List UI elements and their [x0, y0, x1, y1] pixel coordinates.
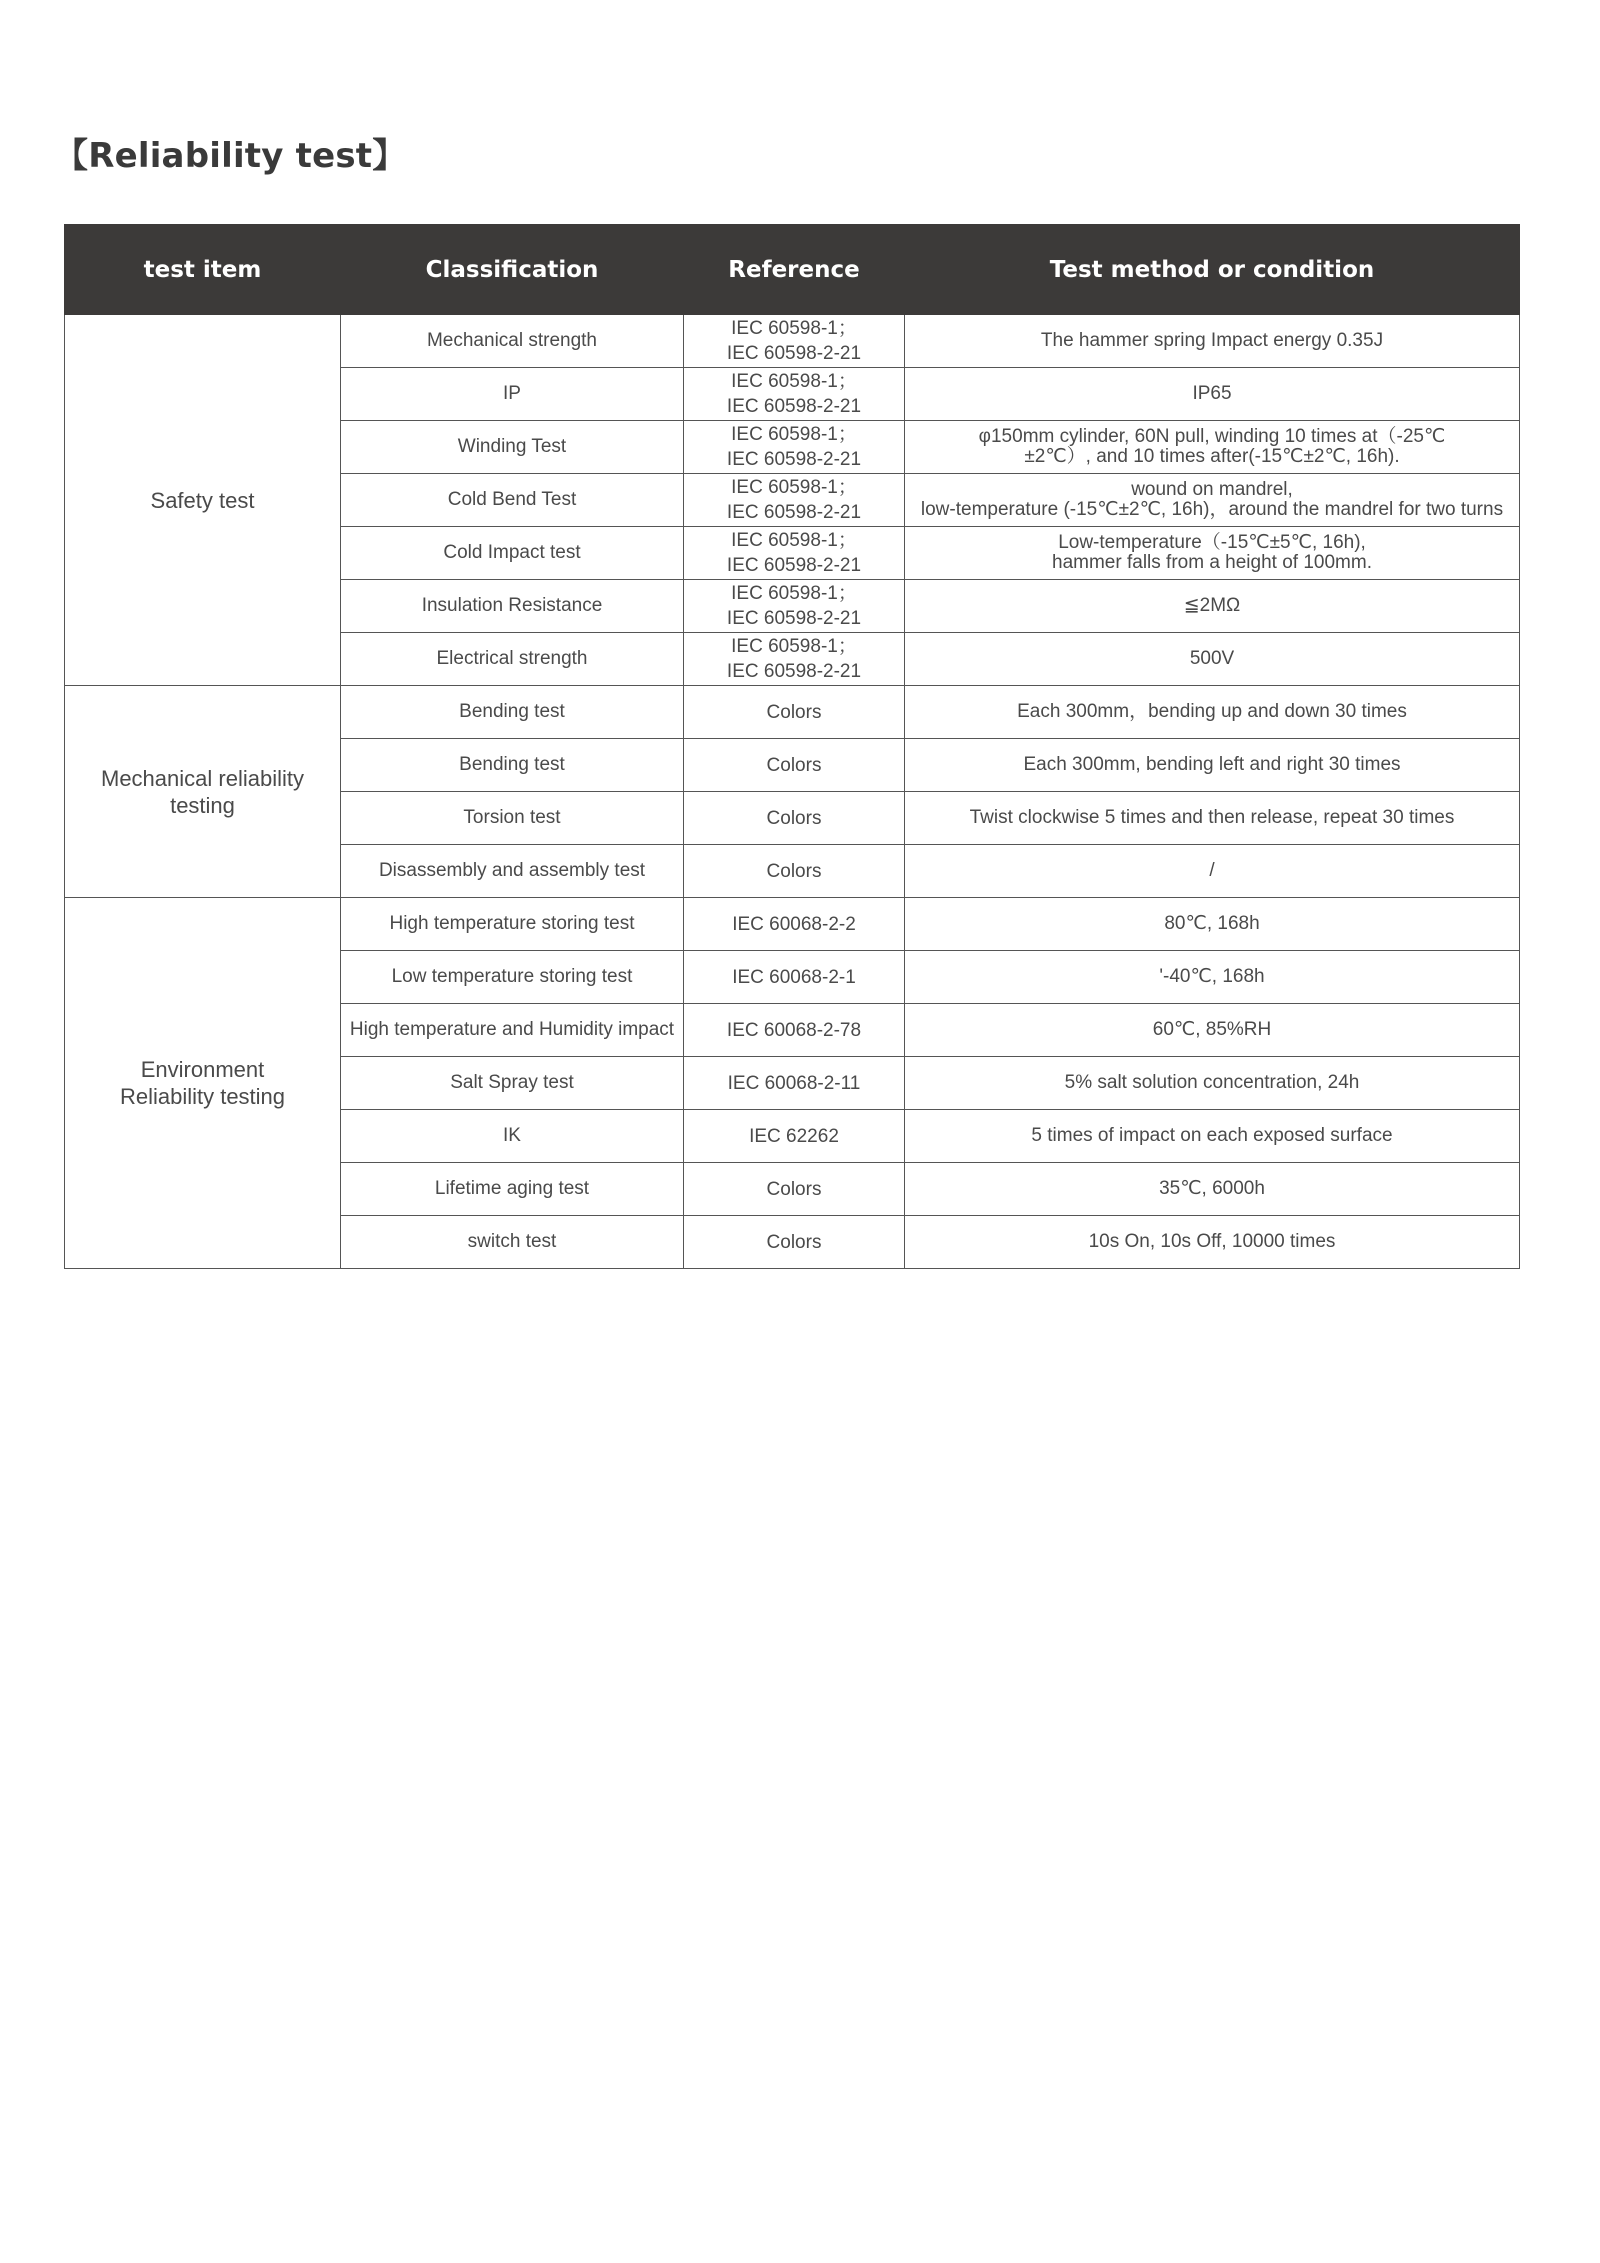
test-method-cell: ≦2MΩ	[905, 580, 1520, 633]
test-item-group: Mechanical reliability testing	[65, 686, 341, 898]
reference-cell: IEC 60068-2-1	[684, 951, 905, 1004]
test-method-cell: wound on mandrel, low-temperature (-15℃±2℃, 16h)，around the mandrel for two turns	[905, 474, 1520, 527]
test-method-cell: The hammer spring Impact energy 0.35J	[905, 315, 1520, 368]
reference-cell: Colors	[684, 1216, 905, 1269]
classification-cell: Winding Test	[341, 421, 684, 474]
reference-cell: IEC 60598-1； IEC 60598-2-21	[684, 474, 905, 527]
test-method-cell: 80℃, 168h	[905, 898, 1520, 951]
test-method-cell: 60℃, 85%RH	[905, 1004, 1520, 1057]
classification-cell: Torsion test	[341, 792, 684, 845]
header-test-method: Test method or condition	[905, 225, 1520, 315]
test-method-cell: /	[905, 845, 1520, 898]
test-method-cell: Twist clockwise 5 times and then release, repeat 30 times	[905, 792, 1520, 845]
test-method-cell: 10s On, 10s Off, 10000 times	[905, 1216, 1520, 1269]
test-method-cell: IP65	[905, 368, 1520, 421]
classification-cell: Insulation Resistance	[341, 580, 684, 633]
table-row	[65, 898, 1520, 951]
reference-cell: IEC 60068-2-11	[684, 1057, 905, 1110]
table-header	[65, 225, 1520, 315]
classification-cell: IP	[341, 368, 684, 421]
classification-cell: Bending test	[341, 686, 684, 739]
reference-cell: IEC 62262	[684, 1110, 905, 1163]
classification-cell: Low temperature storing test	[341, 951, 684, 1004]
classification-cell: IK	[341, 1110, 684, 1163]
reference-cell: Colors	[684, 1163, 905, 1216]
test-method-cell: 5% salt solution concentration, 24h	[905, 1057, 1520, 1110]
classification-cell: Bending test	[341, 739, 684, 792]
classification-cell: switch test	[341, 1216, 684, 1269]
reference-cell: Colors	[684, 792, 905, 845]
test-item-group: Environment Reliability testing	[65, 898, 341, 1269]
classification-cell: Cold Impact test	[341, 527, 684, 580]
reference-cell: IEC 60598-1； IEC 60598-2-21	[684, 633, 905, 686]
test-method-cell: Each 300mm，bending up and down 30 times	[905, 686, 1520, 739]
table-body	[65, 315, 1520, 1269]
test-method-cell: Each 300mm, bending left and right 30 times	[905, 739, 1520, 792]
header-test-item: test item	[65, 225, 341, 315]
test-method-cell: 35℃, 6000h	[905, 1163, 1520, 1216]
test-method-cell: 5 times of impact on each exposed surface	[905, 1110, 1520, 1163]
test-method-cell: Low-temperature（-15℃±5℃, 16h), hammer falls from a height of 100mm.	[905, 527, 1520, 580]
classification-cell: Electrical strength	[341, 633, 684, 686]
reference-cell: Colors	[684, 739, 905, 792]
classification-cell: High temperature storing test	[341, 898, 684, 951]
reference-cell: IEC 60598-1； IEC 60598-2-21	[684, 580, 905, 633]
header-reference: Reference	[684, 225, 905, 315]
test-method-cell: φ150mm cylinder, 60N pull, winding 10 times at（-25℃ ±2℃）, and 10 times after(-15℃±2℃, 16h).	[905, 421, 1520, 474]
classification-cell: Cold Bend Test	[341, 474, 684, 527]
reference-cell: IEC 60598-1； IEC 60598-2-21	[684, 315, 905, 368]
classification-cell: Lifetime aging test	[341, 1163, 684, 1216]
reference-cell: IEC 60598-1； IEC 60598-2-21	[684, 368, 905, 421]
test-item-group: Safety test	[65, 315, 341, 686]
reference-cell: IEC 60598-1； IEC 60598-2-21	[684, 527, 905, 580]
classification-cell: High temperature and Humidity impact	[341, 1004, 684, 1057]
header-classification: Classification	[341, 225, 684, 315]
reference-cell: IEC 60598-1； IEC 60598-2-21	[684, 421, 905, 474]
reference-cell: IEC 60068-2-2	[684, 898, 905, 951]
classification-cell: Disassembly and assembly test	[341, 845, 684, 898]
reference-cell: Colors	[684, 686, 905, 739]
page-title: 【Reliability test】	[54, 136, 407, 176]
classification-cell: Mechanical strength	[341, 315, 684, 368]
classification-cell: Salt Spray test	[341, 1057, 684, 1110]
table-row	[65, 315, 1520, 368]
table-row	[65, 686, 1520, 739]
test-method-cell: '-40℃, 168h	[905, 951, 1520, 1004]
header-row	[65, 225, 1520, 315]
test-method-cell: 500V	[905, 633, 1520, 686]
reliability-test-table	[64, 224, 1520, 1269]
reference-cell: Colors	[684, 845, 905, 898]
reference-cell: IEC 60068-2-78	[684, 1004, 905, 1057]
